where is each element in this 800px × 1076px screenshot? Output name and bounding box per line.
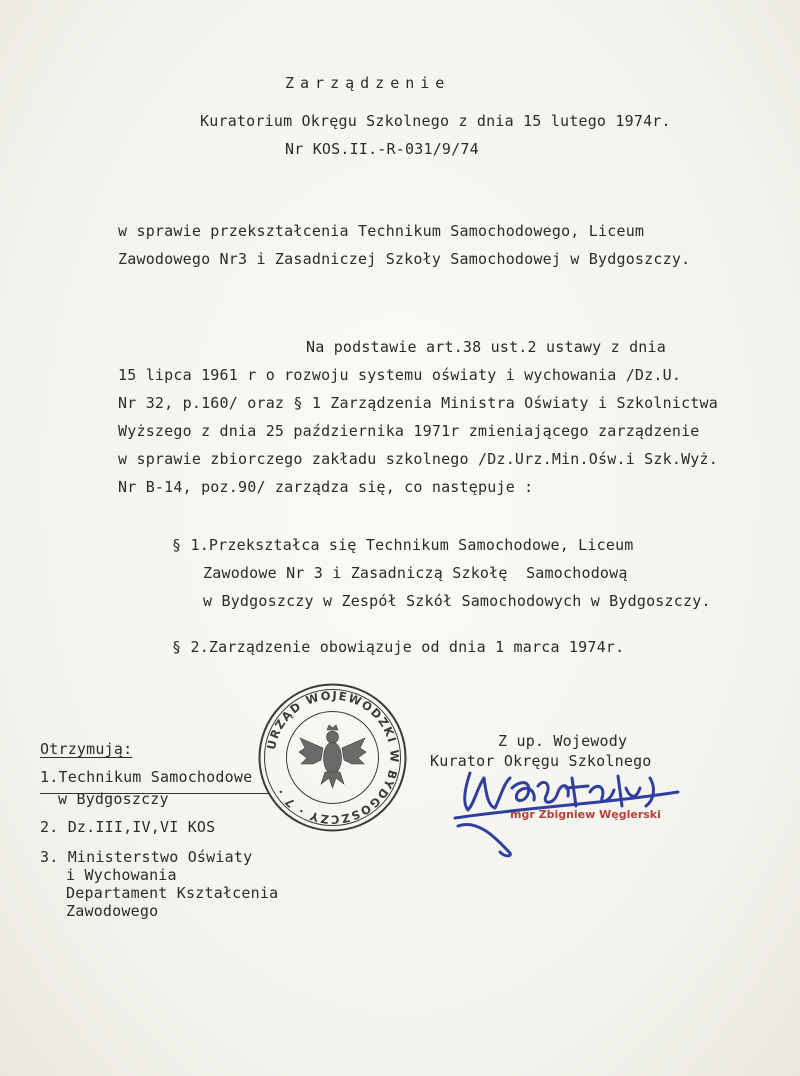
signature-line-1: Z up. Wojewody	[498, 732, 628, 750]
document-title: Zarządzenie	[285, 74, 451, 92]
signatory-name-stamp: mgr Zbigniew Węglerski	[510, 808, 661, 821]
document-number: Nr KOS.II.-R-031/9/74	[285, 140, 479, 158]
subject-line-2: Zawodowego Nr3 i Zasadniczej Szkoły Samochodowej w Bydgoszczy.	[118, 250, 691, 268]
recipient-3-line-1: 3. Ministerstwo Oświaty	[40, 848, 253, 866]
paragraph-1-line-1: § 1.Przekształca się Technikum Samochodowe, Liceum	[172, 536, 634, 554]
basis-line-5: w sprawie zbiorczego zakładu szkolnego /Dz.Urz.Min.Ośw.i Szk.Wyż.	[118, 450, 718, 468]
official-seal-icon	[255, 680, 410, 835]
basis-line-2: 15 lipca 1961 r o rozwoju systemu oświaty i wychowania /Dz.U.	[118, 366, 682, 384]
basis-line-1: Na podstawie art.38 ust.2 ustawy z dnia	[306, 338, 666, 356]
issuer-line: Kuratorium Okręgu Szkolnego z dnia 15 lutego 1974r.	[200, 112, 671, 130]
recipient-2: 2. Dz.III,IV,VI KOS	[40, 818, 216, 836]
paragraph-1-line-2: Zawodowe Nr 3 i Zasadniczą Szkołę Samochodową	[203, 564, 628, 582]
recipient-3-line-4: Zawodowego	[66, 902, 159, 920]
basis-line-6: Nr B-14, poz.90/ zarządza się, co następuje :	[118, 478, 534, 496]
paragraph-2: § 2.Zarządzenie obowiązuje od dnia 1 marca 1974r.	[172, 638, 625, 656]
recipient-3-line-3: Departament Kształcenia	[66, 884, 279, 902]
basis-line-4: Wyższego z dnia 25 października 1971r zmieniającego zarządzenie	[118, 422, 700, 440]
recipient-3-line-2: i Wychowania	[66, 866, 177, 884]
svg-text:URZĄD WOJEWÓDZKI W BYDGOSZCZY: URZĄD WOJEWÓDZKI W BYDGOSZCZY · 7 ·	[263, 688, 402, 827]
signature-line-2: Kurator Okręgu Szkolnego	[430, 752, 652, 770]
paragraph-1-line-3: w Bydgoszczy w Zespół Szkół Samochodowych w Bydgoszczy.	[203, 592, 711, 610]
handwritten-signature-icon	[440, 748, 690, 863]
recipient-1-line-1: 1.Technikum Samochodowe	[40, 768, 253, 786]
recipient-1-line-2: w Bydgoszczy	[58, 790, 169, 808]
basis-line-3: Nr 32, p.160/ oraz § 1 Zarządzenia Ministra Oświaty i Szkolnictwa	[118, 394, 718, 412]
recipients-heading: Otrzymują:	[40, 740, 133, 758]
subject-line-1: w sprawie przekształcenia Technikum Samochodowego, Liceum	[118, 222, 645, 240]
